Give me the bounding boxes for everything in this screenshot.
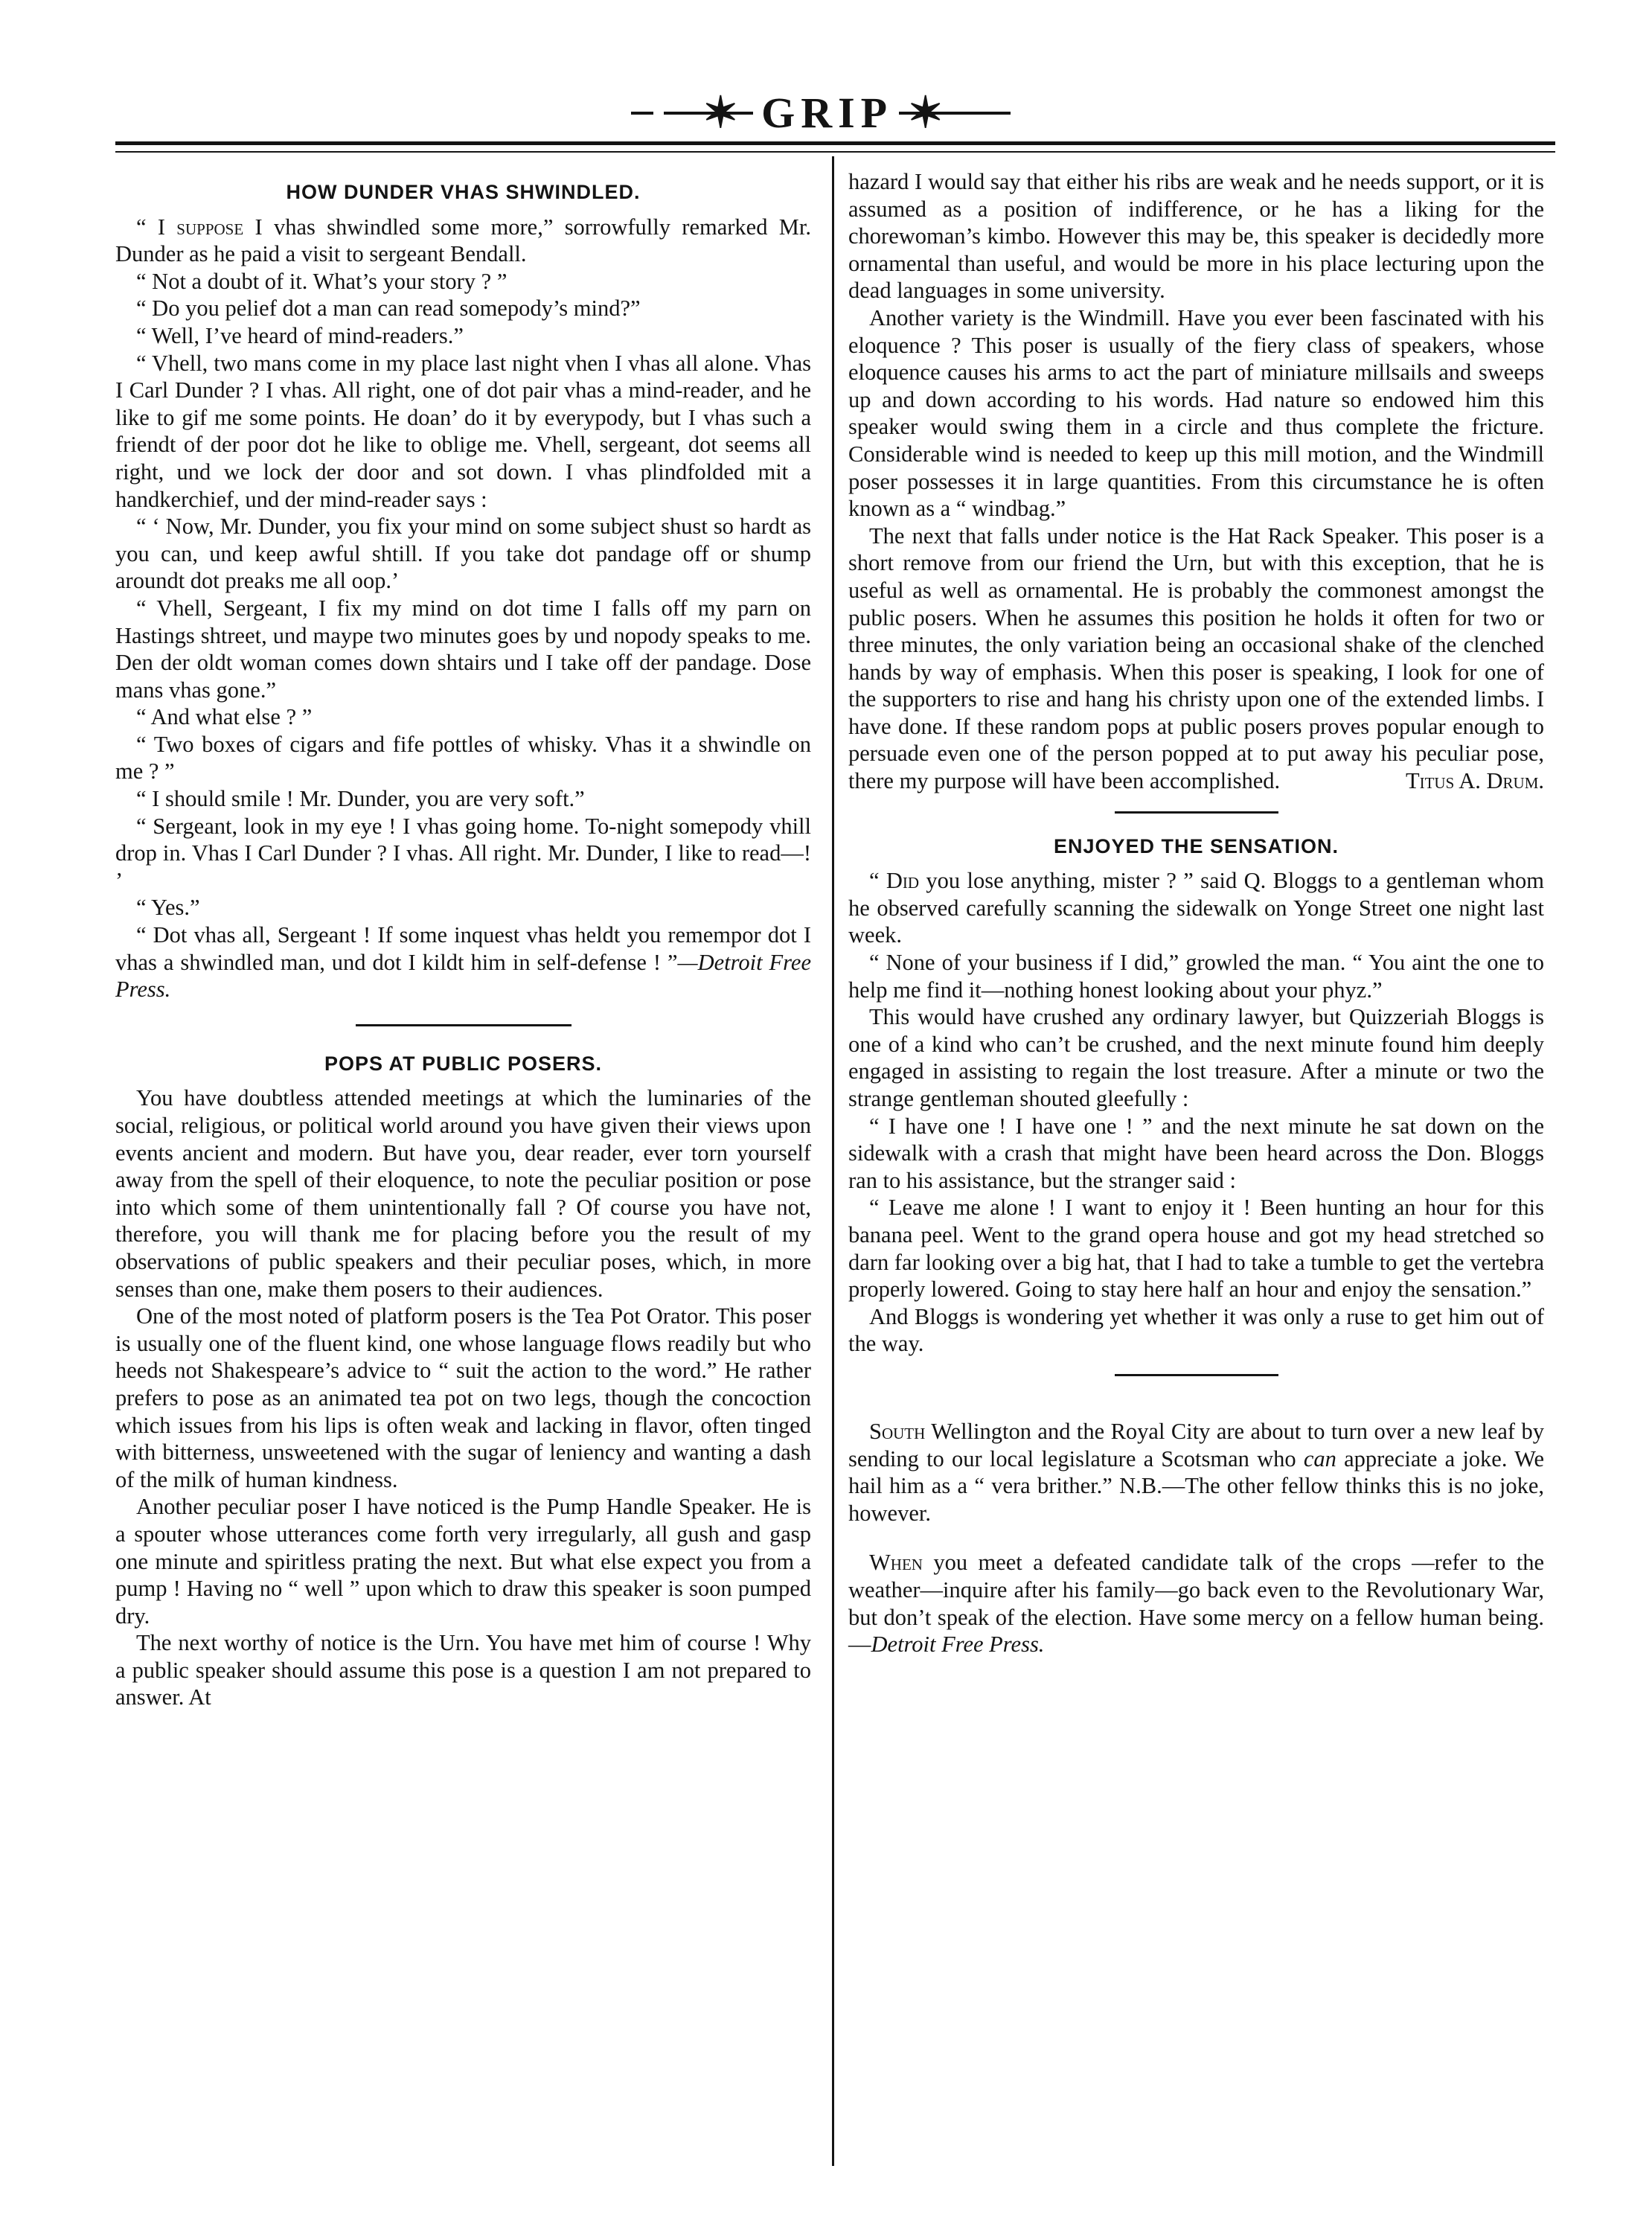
dunder-p12: “ Yes.”: [136, 895, 200, 921]
dunder-p6: “ ‘ Now, Mr. Dunder, you fix your mind on some subject shust so hardt as you can, und keep awful shtill. If you take dot pandage off or shump aroundt dot preaks me all oop.’: [115, 514, 811, 594]
masthead-title-text: GRIP: [761, 89, 891, 137]
dunder-p9: “ Two boxes of cigars and fife pottles of whisky. Vhas it a shwindle on me ? ”: [115, 731, 811, 785]
posers-cont-p1: hazard I would say that either his ribs are weak and he needs support, or it is assumed as a position of indifference, or he has a liking for the chorewoman’s kimbo. However this may be, this speaker is decidedly more ornamental than useful, and would be more in his place lecturing upon the dead languages in some university.: [848, 169, 1544, 304]
dunder-p13: “ Dot vhas all, Sergeant ! If some inquest vhas heldt you remempor dot I vhas a shwindled man, und dot I kildt him in self-defense ! ”: [115, 922, 811, 975]
dunder-p8: “ And what else ? ”: [136, 704, 313, 730]
posers-cont-p3-wrap: [848, 523, 1544, 795]
wellington-text-a: Wellington and the Royal City are about to turn over a new leaf by sending to our local legislature a Scotsman who: [848, 1418, 1544, 1472]
sensation-p5: “ Leave me alone ! I want to enjoy it ! Been hunting an hour for this banana peel. Went to the grand opera house and got my head stretched so darn far looking over a big hat, that I had to take a tumble to get the vertebra properly lowered. Going to stay here half an hour and enjoy the sensation.”: [848, 1195, 1544, 1303]
posers-cont-p3: The next that falls under notice is the Hat Rack Speaker. This poser is a short remove from our friend the Urn, but with this exception, that he is useful as well as ornamental. He is probably the commonest amongst the public posers. When he assumes this position he holds it often for two or three minutes, the only variation being an occasional shake of the clenched hands by way of emphasis. When this poser is speaking, I look for one of the supporters to rise and hang his christy upon one of the extended limbs. I have done. If these random pops at public posers proves popular enough to persuade even one of the person popped at to put away his peculiar pose, there my purpose will have been accomplished.: [848, 523, 1544, 794]
header-rule-thick: [115, 141, 1555, 145]
sensation-p2: “ None of your business if I did,” growled the man. “ You aint the one to help me find it—nothing honest looking about your phyz.”: [848, 950, 1544, 1003]
dunder-p4: “ Well, I’ve heard of mind-readers.”: [136, 322, 464, 348]
candidate-text: you meet a defeated candidate talk of the crops —refer to the weather—inquire after his family—go back even to the Revolutionary War, but don’t speak of the election. Have some mercy on a fellow human being.—: [848, 1550, 1544, 1658]
candidate-lead: When: [869, 1550, 923, 1576]
posers-cont-p2: Another variety is the Windmill. Have you ever been fascinated with his eloquence ? This poser is usually of the fiery class of speakers, whose eloquence causes his arms to act the part of miniature millsails and sweeps up and down according to his words. Had nature so endowed him this speaker would swing them in a circle and thus complete the fricture. Considerable wind is needed to keep up this mill motion, and the Windmill poser possesses it in large quantities. From this circumstance he is often known as a “ windbag.”: [848, 304, 1544, 522]
sensation-p4: “ I have one ! I have one ! ” and the next minute he sat down on the sidewalk with a crash that might have been heard across the Don. Bloggs ran to his assistance, but the stranger said :: [848, 1113, 1544, 1193]
dunder-lead: “ I suppose: [136, 214, 244, 240]
dunder-p2: “ Not a doubt of it. What’s your story ? ”: [136, 268, 508, 294]
column-divider: [832, 156, 834, 2166]
heading-posers: POPS AT PUBLIC POSERS.: [324, 1052, 603, 1075]
separator-rule: [1115, 1374, 1278, 1376]
separator-rule: [1115, 811, 1278, 814]
posers-p3: Another peculiar poser I have noticed is the Pump Handle Speaker. He is a spouter whose utterances come forth very irregularly, all gush and gasp one minute and spiritless prating the next. But what else expect you from a pump ! Having no “ well ” upon which to draw this speaker is soon pumped dry.: [115, 1494, 811, 1629]
dunder-citation: —Detroit Free Press.: [115, 949, 811, 1003]
signature: Titus A. Drum.: [1405, 768, 1544, 794]
heading-dunder: HOW DUNDER VHAS SHWINDLED.: [286, 181, 641, 203]
spacer: [848, 1396, 1544, 1418]
posers-p2: One of the most noted of platform posers is the Tea Pot Orator. This poser is usually one of the fluent kind, one whose language flows readily but who heeds not Shakespeare’s advice to “ suit the action to the word.” He rather prefers to pose as an animated tea pot on two legs, though the concoction which issues from his lips is often weak and lacking in flavor, often tinged with bitterness, unsweetened with the sugar of leniency and wanting a dash of the milk of human kindness.: [115, 1303, 811, 1492]
candidate-citation: Detroit Free Press.: [871, 1632, 1045, 1658]
masthead: [0, 83, 1652, 143]
wellington-emphasis: can: [1303, 1445, 1336, 1472]
sensation-p6: And Bloggs is wondering yet whether it was only a ruse to get him out of the way.: [848, 1303, 1544, 1357]
sensation-p1-wrap: [848, 867, 1544, 949]
right-column: [848, 168, 1544, 1658]
header-rule-thin: [115, 151, 1555, 153]
separator-rule: [356, 1024, 572, 1026]
dunder-paragraph: [115, 214, 811, 268]
wellington-paragraph: [848, 1418, 1544, 1527]
dunder-p7: “ Vhell, Sergeant, I fix my mind on dot time I falls off my parn on Hastings shtreet, und maype two minutes goes by und nopody speaks to me. Den der oldt woman comes down shtairs und I take off der pandage. Dose mans vhas gone.”: [115, 595, 811, 703]
dunder-p11: “ Sergeant, look in my eye ! I vhas going home. To-night somepody vhill drop in. Vhas I Carl Dunder ? I vhas. All right. Mr. Dunder, I like to read—! ’: [115, 813, 811, 893]
masthead-title: ✶ GRIP ✶: [702, 89, 950, 137]
left-column: [115, 168, 811, 1711]
sensation-p1: you lose anything, mister ? ” said Q. Bloggs to a gentleman whom he observed carefully scanning the sidewalk on Yonge Street one night last week.: [848, 868, 1544, 948]
wellington-text-b: appreciate a joke. We hail him as a “ vera brither.” N.B.—The other fellow thinks this is no joke, however.: [848, 1445, 1544, 1526]
sensation-lead: “ Did: [869, 868, 920, 894]
dunder-p3: “ Do you pelief dot a man can read somepody’s mind?”: [136, 295, 641, 322]
posers-p4: The next worthy of notice is the Urn. You have met him of course ! Why a public speaker should assume this pose is a question I am not prepared to answer. At: [115, 1630, 811, 1710]
dunder-p1: I vhas shwindled some more,” sorrowfully remarked Mr. Dunder as he paid a visit to sergeant Bendall.: [115, 214, 811, 267]
dunder-p5: “ Vhell, two mans come in my place last night vhen I vhas all alone. Vhas I Carl Dunder ? I vhas. All right, one of dot pair vhas a mind-reader, and he like to gif me some points. He doan’ do it by everypody, but I vhas such a friendt of der poor dot he like to oblige me. Vhell, sergeant, dot seems all right, und we lock der door and sot down. I vhas plindfolded mit a handkerchief, und der mind-reader says :: [115, 350, 811, 512]
candidate-paragraph: [848, 1549, 1544, 1658]
spacer: [848, 1527, 1544, 1549]
wellington-lead: South: [869, 1418, 926, 1444]
posers-p1: You have doubtless attended meetings at which the luminaries of the social, religious, or political world around you have given their views upon events ancient and modern. But have you, dear reader, ever torn yourself away from the spell of their eloquence, to note the peculiar position or pose into which some of them unintentionally fall ? Of course you have not, therefore, you will thank me for placing before you the result of my observations of public speakers and their peculiar poses, which, in more senses than one, make them posers to their audiences.: [115, 1085, 811, 1302]
dunder-p10: “ I should smile ! Mr. Dunder, you are very soft.”: [136, 786, 585, 812]
heading-sensation: ENJOYED THE SENSATION.: [1053, 834, 1339, 857]
dunder-p13-wrap: [115, 921, 811, 1003]
sensation-p3: This would have crushed any ordinary lawyer, but Quizzeriah Bloggs is one of a kind who can’t be crushed, and the next minute found him deeply engaged in assisting to regain the lost treasure. After a minute or two the strange gentleman shouted gleefully :: [848, 1004, 1544, 1111]
